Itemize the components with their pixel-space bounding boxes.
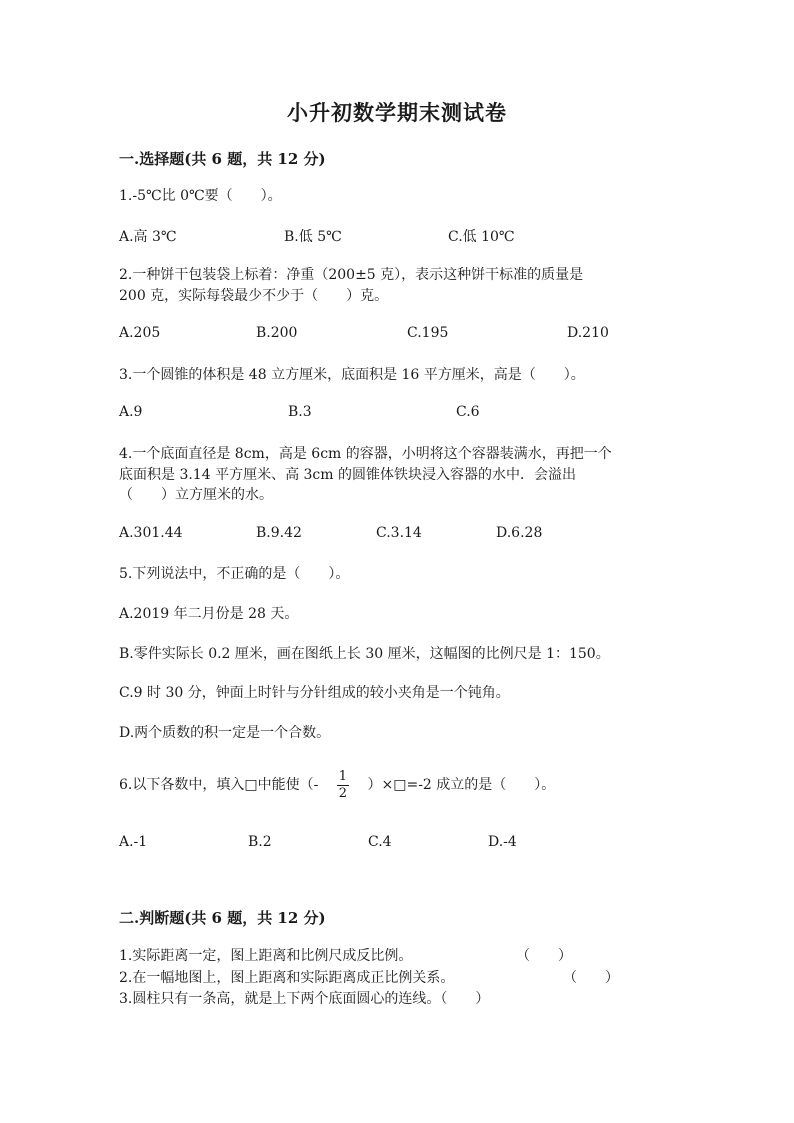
judgement-1-blank: （ ） [516,948,572,964]
q5-option-a: A.2019 年二月份是 28 天。 [119,606,299,622]
question-6 [119,765,555,805]
fraction-one-half [337,769,349,802]
q1-option-b: B.低 5℃ [284,229,342,245]
question-3: 3.一个圆锥的体积是 48 立方厘米，底面积是 16 平方厘米，高是（ ）。 [119,367,585,383]
fraction-numerator: 1 [338,768,348,784]
question-2-line-1: 2.一种饼干包装袋上标着：净重（200±5 克），表示这种饼干标准的质量是 [119,267,584,283]
q4-option-a: A.301.44 [119,525,183,541]
judgement-2: 2.在一幅地图上，图上距离和实际距离成正比例关系。 [119,970,455,986]
question-1: 1.-5℃比 0℃要（ ）。 [119,188,282,204]
q6-option-d: D.-4 [488,834,517,850]
judgement-2-blank: （ ） [563,970,619,986]
question-6-prefix: 6.以下各数中，填入□中能使（- [119,777,319,793]
page-title: 小升初数学期末测试卷 [287,100,507,125]
q6-option-b: B.2 [248,834,272,850]
q6-option-a: A.-1 [119,834,148,850]
q3-option-b: B.3 [288,404,312,420]
section-heading-judgement: 二.判断题(共 6 题，共 12 分) [119,909,326,927]
question-4-line-1: 4.一个底面直径是 8cm，高是 6cm 的容器，小明将这个容器装满水，再把一个 [119,446,612,462]
q5-option-c: C.9 时 30 分，钟面上时针与分针组成的较小夹角是一个钝角。 [119,685,510,701]
question-4-line-3: （ ）立方厘米的水。 [119,487,273,503]
question-2-line-2: 200 克，实际每袋最少不少于（ ）克。 [119,288,389,304]
q2-option-d: D.210 [567,325,609,341]
q4-option-c: C.3.14 [376,525,422,541]
question-5: 5.下列说法中，不正确的是（ ）。 [119,566,350,582]
q1-option-c: C.低 10℃ [448,229,515,245]
q3-option-a: A.9 [119,404,143,420]
q4-option-b: B.9.42 [256,525,302,541]
q1-option-a: A.高 3℃ [119,229,177,245]
q2-option-b: B.200 [256,325,298,341]
q3-option-c: C.6 [456,404,480,420]
question-4-line-2: 底面积是 3.14 平方厘米、高 3cm 的圆锥体铁块浸入容器的水中．会溢出 [119,467,576,483]
q4-option-d: D.6.28 [496,525,543,541]
q6-option-c: C.4 [368,834,392,850]
q2-option-a: A.205 [119,325,161,341]
q5-option-d: D.两个质数的积一定是一个合数。 [119,725,331,741]
q5-option-b: B.零件实际长 0.2 厘米，画在图纸上长 30 厘米，这幅图的比例尺是 1：150。 [119,646,610,662]
section-heading-choice: 一.选择题(共 6 题，共 12 分) [119,150,326,168]
judgement-1: 1.实际距离一定，图上距离和比例尺成反比例。 [119,948,413,964]
q2-option-c: C.195 [407,325,449,341]
judgement-3: 3.圆柱只有一条高，就是上下两个底面圆心的连线。（ ） [119,991,490,1007]
fraction-denominator: 2 [338,785,348,801]
question-6-suffix: ）×□=-2 成立的是（ ）。 [367,777,556,793]
